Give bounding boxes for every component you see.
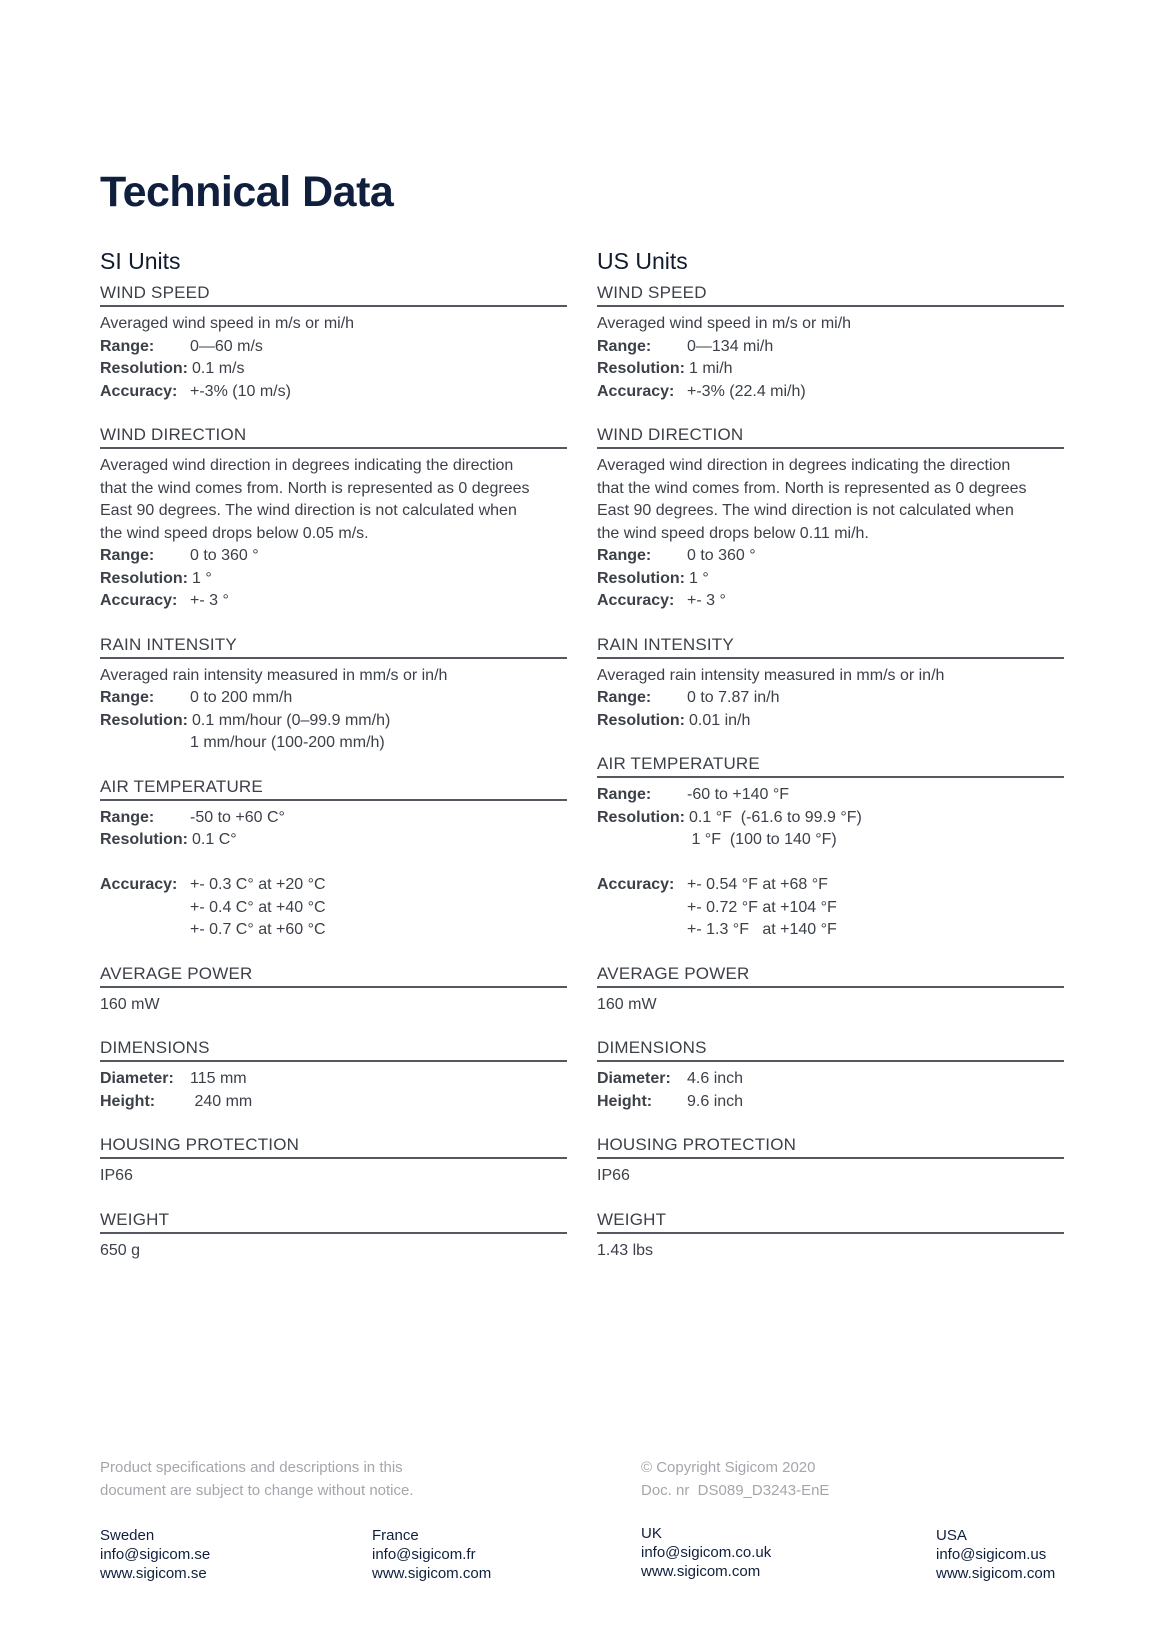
wind-speed-section	[100, 279, 567, 403]
wind-speed-section	[597, 279, 1064, 403]
section-heading: AVERAGE POWER	[597, 960, 1064, 988]
range-label: Range:	[100, 689, 155, 706]
accuracy-value: +- 0.54 °F at +68 °F	[687, 876, 828, 893]
resolution-label: Resolution:	[597, 360, 685, 377]
resolution-label: Resolution:	[100, 569, 188, 587]
range-label: Range:	[100, 547, 155, 564]
range-value: -50 to +60 C°	[190, 808, 285, 826]
description-line: Averaged wind direction in degrees indicating the direction	[100, 457, 514, 474]
range-label: Range:	[100, 808, 155, 826]
contact-email-link[interactable]: info@sigicom.co.uk	[641, 1544, 772, 1561]
protection-value: IP66	[597, 1167, 630, 1184]
accuracy-label: Accuracy:	[597, 382, 675, 400]
section-heading: WIND SPEED	[100, 279, 567, 307]
range-label: Range:	[597, 337, 652, 355]
contact-web-link[interactable]: www.sigicom.com	[936, 1565, 1056, 1582]
weight-value: 650 g	[100, 1241, 141, 1259]
power-value: 160 mW	[100, 995, 160, 1013]
resolution-value: 0.01 in/h	[689, 711, 751, 729]
si-units-title: SI Units	[100, 248, 181, 274]
height-value: 240 mm	[190, 1092, 253, 1110]
accuracy-label: Accuracy:	[100, 592, 178, 609]
range-value: 0 to 360 °	[190, 547, 259, 564]
contact-email-link[interactable]: info@sigicom.fr	[372, 1546, 476, 1563]
weight-section	[597, 1206, 1064, 1263]
diameter-label: Diameter:	[100, 1070, 174, 1087]
range-label: Range:	[100, 337, 155, 355]
section-heading: HOUSING PROTECTION	[597, 1131, 1064, 1159]
resolution-value: 1 °	[192, 569, 212, 587]
accuracy-value: +- 1.3 °F at +140 °F	[687, 921, 837, 938]
section-heading: WEIGHT	[597, 1206, 1064, 1234]
diameter-label: Diameter:	[597, 1070, 671, 1087]
resolution-value: 0.1 mm/hour (0–99.9 mm/h)	[192, 711, 391, 729]
description-line: that the wind comes from. North is represented as 0 degrees	[597, 479, 1027, 497]
accuracy-value: +- 0.72 °F at +104 °F	[687, 898, 837, 916]
us-units-title: US Units	[597, 248, 688, 274]
disclaimer-line: Product specifications and descriptions in this	[100, 1459, 403, 1476]
section-heading: RAIN INTENSITY	[597, 631, 1064, 659]
housing-protection-section	[100, 1131, 567, 1188]
contact-email-link[interactable]: info@sigicom.us	[936, 1546, 1047, 1563]
resolution-value: 0.1 °F (-61.6 to 99.9 °F)	[689, 808, 862, 826]
section-heading: AVERAGE POWER	[100, 960, 567, 988]
dimensions-section	[100, 1034, 567, 1113]
weight-value: 1.43 lbs	[597, 1241, 654, 1259]
accuracy-label: Accuracy:	[597, 876, 675, 893]
resolution-label: Resolution:	[597, 808, 685, 826]
description: Averaged rain intensity measured in mm/s or in/h	[597, 666, 945, 684]
accuracy-label: Accuracy:	[100, 382, 178, 400]
range-label: Range:	[597, 689, 652, 706]
copyright: © Copyright Sigicom 2020	[641, 1459, 816, 1476]
contact-usa	[936, 1526, 1055, 1583]
section-heading: AIR TEMPERATURE	[597, 750, 1064, 778]
accuracy-value: +- 3 °	[687, 592, 726, 609]
range-value: -60 to +140 °F	[687, 786, 790, 803]
section-heading: HOUSING PROTECTION	[100, 1131, 567, 1159]
range-value: 0 to 200 mm/h	[190, 689, 293, 706]
section-heading: RAIN INTENSITY	[100, 631, 567, 659]
section-heading: WEIGHT	[100, 1206, 567, 1234]
height-label: Height:	[100, 1092, 156, 1110]
contact-country: USA	[936, 1527, 967, 1544]
weight-section	[100, 1206, 567, 1263]
accuracy-label: Accuracy:	[100, 876, 178, 893]
contact-web-link[interactable]: www.sigicom.com	[641, 1563, 761, 1580]
section-heading: DIMENSIONS	[597, 1034, 1064, 1062]
contact-web-link[interactable]: www.sigicom.se	[100, 1565, 207, 1582]
protection-value: IP66	[100, 1167, 133, 1184]
resolution-label: Resolution:	[597, 569, 685, 587]
average-power-section	[597, 960, 1064, 1017]
contact-web-link[interactable]: www.sigicom.com	[372, 1565, 492, 1582]
description: Averaged rain intensity measured in mm/s or in/h	[100, 666, 448, 684]
accuracy-value: +-3% (10 m/s)	[190, 382, 291, 400]
page-title: Technical Data	[100, 168, 394, 216]
range-value: 0—134 mi/h	[687, 337, 774, 355]
rain-intensity-section	[100, 631, 567, 755]
contact-email-link[interactable]: info@sigicom.se	[100, 1546, 211, 1563]
description-line: that the wind comes from. North is represented as 0 degrees	[100, 479, 530, 497]
contact-uk	[641, 1524, 771, 1581]
accuracy-value: +-3% (22.4 mi/h)	[687, 382, 806, 400]
housing-protection-section	[597, 1131, 1064, 1188]
contact-france	[372, 1526, 491, 1583]
resolution-value: 1 mi/h	[689, 360, 733, 377]
description-line: the wind speed drops below 0.05 m/s.	[100, 524, 369, 542]
height-value: 9.6 inch	[687, 1092, 744, 1110]
description-line: East 90 degrees. The wind direction is not calculated when	[100, 502, 517, 519]
wind-direction-section	[597, 421, 1064, 613]
accuracy-value: +- 0.3 C° at +20 °C	[190, 876, 326, 893]
description: Averaged wind speed in m/s or mi/h	[597, 315, 852, 332]
air-temperature-section	[100, 773, 567, 942]
section-heading: WIND SPEED	[597, 279, 1064, 307]
section-heading: WIND DIRECTION	[597, 421, 1064, 449]
contact-country: France	[372, 1527, 419, 1544]
diameter-value: 115 mm	[190, 1070, 247, 1087]
dimensions-section	[597, 1034, 1064, 1113]
range-value: 0 to 360 °	[687, 547, 756, 564]
rain-intensity-section	[597, 631, 1064, 733]
disclaimer	[100, 1456, 414, 1502]
contact-country: UK	[641, 1525, 662, 1542]
doc-number: Doc. nr DS089_D3243-EnE	[641, 1482, 830, 1499]
description-line: East 90 degrees. The wind direction is not calculated when	[597, 502, 1014, 519]
section-heading: WIND DIRECTION	[100, 421, 567, 449]
resolution-label: Resolution:	[100, 831, 188, 848]
contact-sweden	[100, 1526, 210, 1583]
section-heading: DIMENSIONS	[100, 1034, 567, 1062]
description-line: Averaged wind direction in degrees indicating the direction	[597, 457, 1011, 474]
height-label: Height:	[597, 1092, 653, 1110]
resolution-value: 0.1 m/s	[192, 360, 245, 377]
resolution-label: Resolution:	[100, 711, 188, 729]
accuracy-label: Accuracy:	[597, 592, 675, 609]
resolution-value-2: 1 mm/hour (100-200 mm/h)	[190, 734, 385, 751]
accuracy-value: +- 0.4 C° at +40 °C	[190, 898, 326, 916]
accuracy-value: +- 0.7 C° at +60 °C	[190, 921, 326, 938]
si-units-column	[100, 246, 567, 1262]
range-value: 0 to 7.87 in/h	[687, 689, 780, 706]
resolution-value: 1 °	[689, 569, 709, 587]
section-heading: AIR TEMPERATURE	[100, 773, 567, 801]
power-value: 160 mW	[597, 995, 657, 1013]
document-info	[641, 1456, 829, 1502]
average-power-section	[100, 960, 567, 1017]
resolution-value: 0.1 C°	[192, 831, 237, 848]
air-temperature-section	[597, 750, 1064, 942]
contact-country: Sweden	[100, 1527, 155, 1544]
range-label: Range:	[597, 786, 652, 803]
range-value: 0—60 m/s	[190, 337, 263, 355]
description-line: the wind speed drops below 0.11 mi/h.	[597, 524, 869, 542]
disclaimer-line: document are subject to change without notice.	[100, 1482, 414, 1499]
us-units-column	[597, 246, 1064, 1262]
wind-direction-section	[100, 421, 567, 613]
resolution-label: Resolution:	[100, 360, 188, 377]
resolution-value-2: 1 °F (100 to 140 °F)	[687, 831, 837, 848]
accuracy-value: +- 3 °	[190, 592, 229, 609]
resolution-label: Resolution:	[597, 711, 685, 729]
range-label: Range:	[597, 547, 652, 564]
diameter-value: 4.6 inch	[687, 1070, 744, 1087]
description: Averaged wind speed in m/s or mi/h	[100, 315, 355, 332]
